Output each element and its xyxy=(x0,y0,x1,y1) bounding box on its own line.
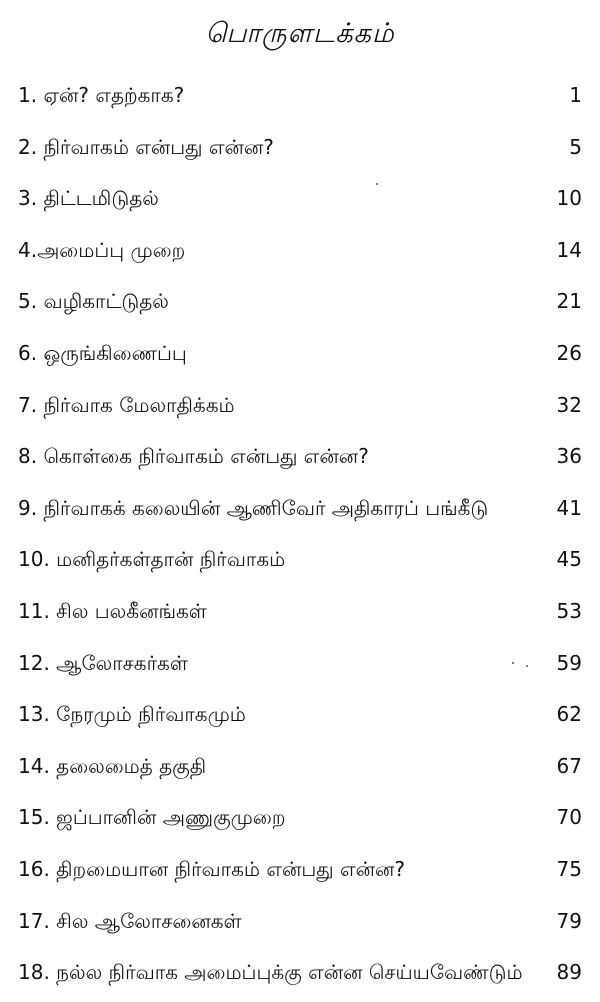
toc-entry-page-number: 70 xyxy=(556,805,582,830)
toc-entry-page-number: 5 xyxy=(569,134,582,159)
toc-entry-page-number: 1 xyxy=(569,83,582,107)
toc-entry xyxy=(0,641,600,693)
toc-entry-page-number: 79 xyxy=(556,908,582,933)
toc-entry-page-number: 45 xyxy=(556,547,582,572)
toc-entry xyxy=(0,589,600,641)
toc-entry-title: 12. ஆலோசகர்கள் xyxy=(18,650,188,675)
toc-entry-page-number: 21 xyxy=(556,289,582,314)
toc-entry-title: 5. வழிகாட்டுதல் xyxy=(18,289,169,314)
toc-entry xyxy=(0,125,600,177)
print-speck xyxy=(526,665,528,667)
toc-entry-page-number: 26 xyxy=(556,340,582,365)
toc-entry-title: 9. நிர்வாகக் கலையின் ஆணிவேர் அதிகாரப் பங்கீடு xyxy=(18,495,489,520)
toc-entry xyxy=(0,486,600,538)
toc-entry-title: 17. சில ஆலோசனைகள் xyxy=(18,908,242,933)
toc-entry-title: 6. ஒருங்கிணைப்பு xyxy=(18,340,187,365)
toc-entry-title: 1. ஏன்? எதற்காக? xyxy=(18,83,185,107)
toc-entry-page-number: 10 xyxy=(556,186,582,211)
toc-entry xyxy=(0,795,600,847)
toc-entry xyxy=(0,383,600,435)
toc-entry xyxy=(0,744,600,796)
toc-entry-page-number: 75 xyxy=(556,856,582,881)
toc-entry-page-number: 14 xyxy=(556,237,582,262)
toc-entry xyxy=(0,847,600,899)
toc-entry-title: 3. திட்டமிடுதல் xyxy=(18,186,159,211)
toc-entry xyxy=(0,537,600,589)
toc-list xyxy=(0,73,600,1002)
toc-entry-title: 15. ஜப்பானின் அணுகுமுறை xyxy=(18,805,286,830)
toc-entry xyxy=(0,331,600,383)
toc-entry-title: 7. நிர்வாக மேலாதிக்கம் xyxy=(18,392,235,417)
toc-entry xyxy=(0,228,600,280)
toc-entry-page-number: 89 xyxy=(556,960,582,985)
toc-entry-page-number: 53 xyxy=(556,598,582,623)
print-speck xyxy=(376,183,378,185)
print-speck xyxy=(512,662,514,664)
toc-entry-page-number: 59 xyxy=(556,650,582,675)
page-title: பொருளடக்கம் xyxy=(205,18,395,49)
toc-entry xyxy=(0,434,600,486)
toc-entry-title: 2. நிர்வாகம் என்பது என்ன? xyxy=(18,134,274,159)
toc-entry-title: 13. நேரமும் நிர்வாகமும் xyxy=(18,702,246,727)
toc-entry-page-number: 62 xyxy=(556,702,582,727)
toc-entry xyxy=(0,279,600,331)
toc-entry xyxy=(0,176,600,228)
toc-entry-title: 4.அமைப்பு முறை xyxy=(18,237,186,262)
toc-entry-title: 11. சில பலகீனங்கள் xyxy=(18,598,207,623)
toc-entry-title: 14. தலைமைத் தகுதி xyxy=(18,753,207,778)
toc-entry xyxy=(0,950,600,1002)
toc-entry xyxy=(0,73,600,125)
toc-entry xyxy=(0,692,600,744)
toc-entry-title: 18. நல்ல நிர்வாக அமைப்புக்கு என்ன செய்யவேண்டும் xyxy=(18,960,523,985)
toc-entry-page-number: 32 xyxy=(556,392,582,417)
toc-entry-title: 10. மனிதர்கள்தான் நிர்வாகம் xyxy=(18,547,286,572)
toc-entry-page-number: 36 xyxy=(556,444,582,469)
toc-entry-page-number: 41 xyxy=(556,495,582,520)
toc-entry-title: 8. கொள்கை நிர்வாகம் என்பது என்ன? xyxy=(18,444,369,469)
toc-entry xyxy=(0,899,600,951)
toc-entry-page-number: 67 xyxy=(556,753,582,778)
toc-entry-title: 16. திறமையான நிர்வாகம் என்பது என்ன? xyxy=(18,856,405,881)
